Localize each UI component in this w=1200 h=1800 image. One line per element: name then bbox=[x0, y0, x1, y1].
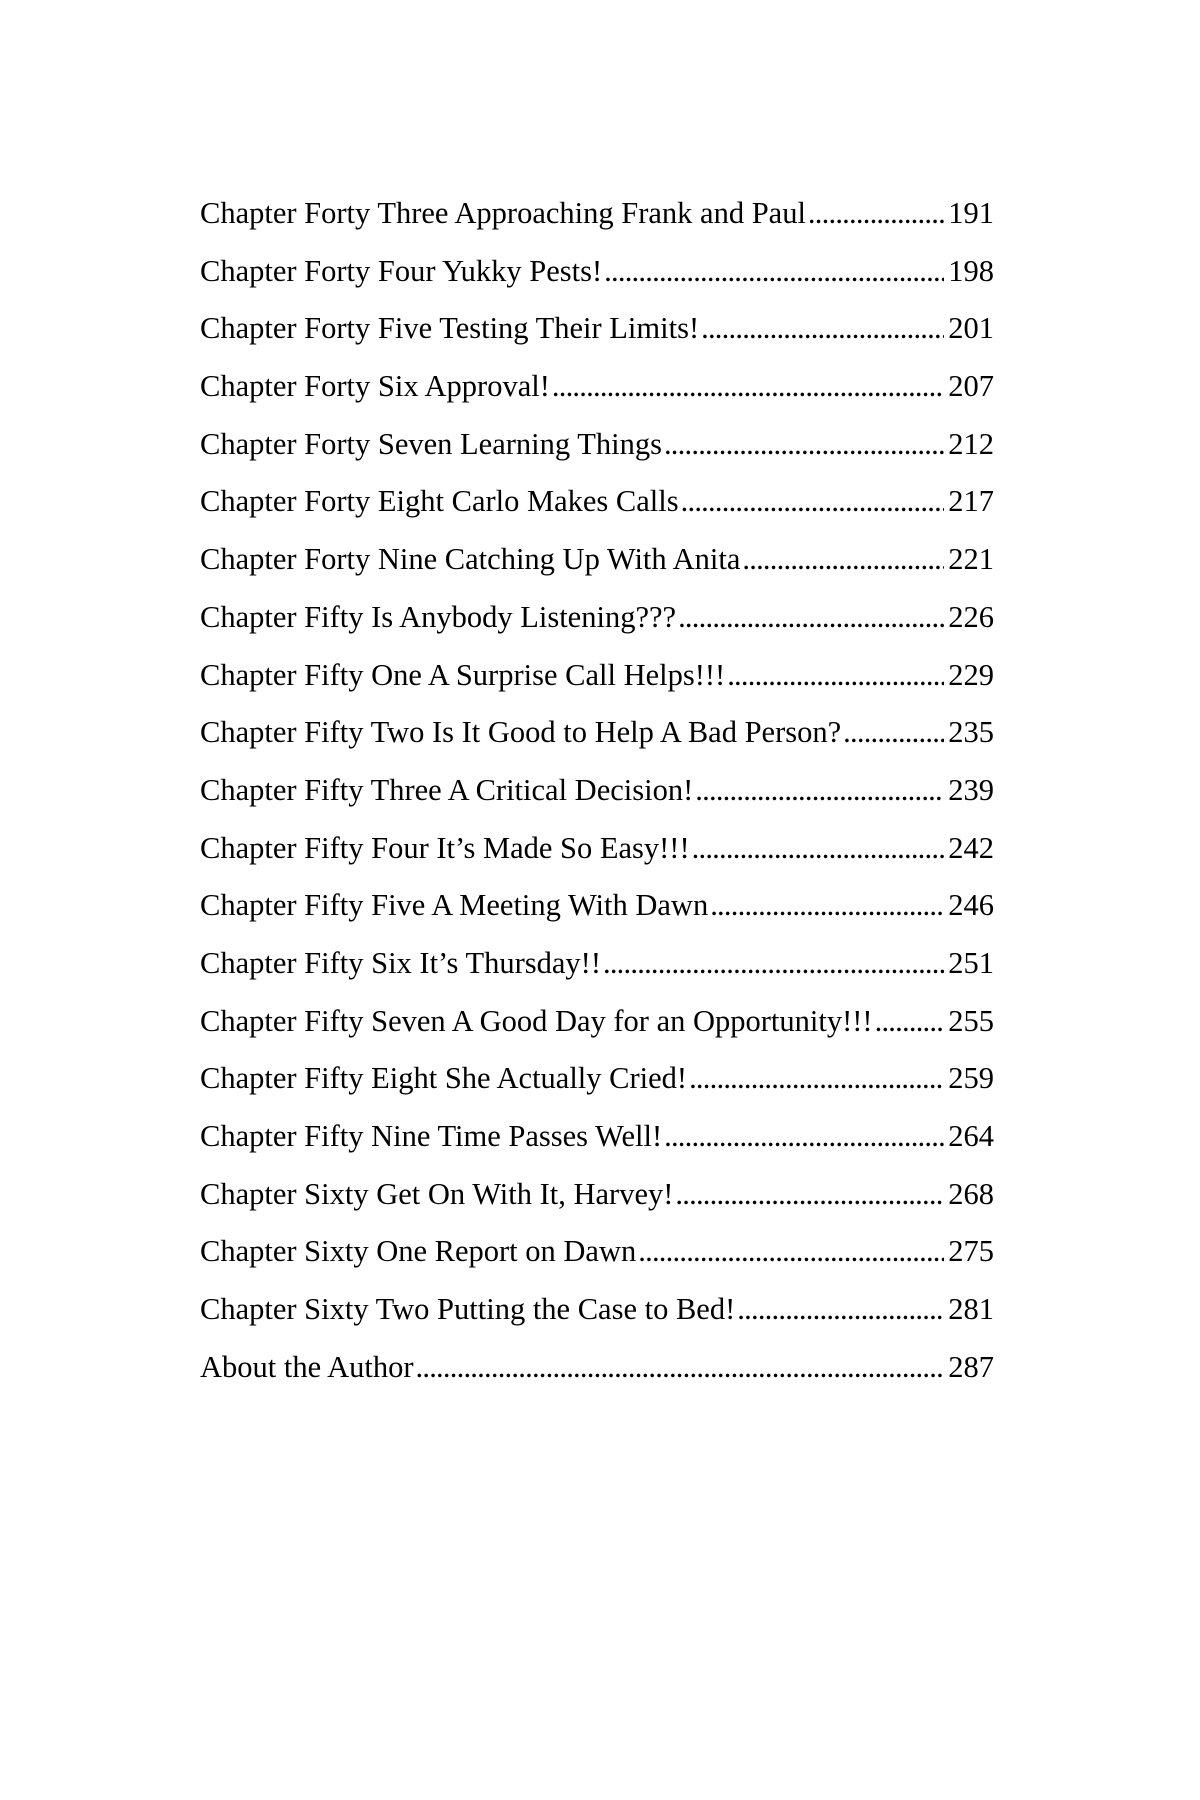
toc-entry-title: Chapter Forty Six Approval! bbox=[200, 369, 550, 404]
toc-entry-title: Chapter Fifty Seven A Good Day for an Opportunity!!! bbox=[200, 1003, 873, 1038]
toc-entry-title: Chapter Forty Eight Carlo Makes Calls bbox=[200, 484, 679, 519]
toc-entry[interactable] bbox=[200, 1177, 994, 1235]
dot-leader bbox=[675, 1177, 944, 1212]
toc-entry[interactable] bbox=[200, 773, 994, 831]
toc-entry-title: Chapter Sixty Get On With It, Harvey! bbox=[200, 1176, 674, 1211]
dot-leader bbox=[710, 888, 944, 923]
dot-leader bbox=[808, 196, 944, 231]
toc-entry-title: About the Author bbox=[200, 1349, 414, 1384]
toc-entry-page: 207 bbox=[948, 369, 994, 404]
toc-entry-title: Chapter Fifty Is Anybody Listening??? bbox=[200, 599, 677, 634]
toc-entry-page: 229 bbox=[948, 657, 994, 692]
dot-leader bbox=[664, 427, 944, 462]
dot-leader bbox=[552, 369, 944, 404]
toc-entry-title: Chapter Fifty Four It’s Made So Easy!!! bbox=[200, 830, 690, 865]
dot-leader bbox=[664, 1119, 944, 1154]
toc-entry-title: Chapter Sixty Two Putting the Case to Bed! bbox=[200, 1292, 736, 1327]
toc-entry-page: 235 bbox=[948, 715, 994, 750]
toc-entry-title: Chapter Fifty Eight She Actually Cried! bbox=[200, 1061, 688, 1096]
toc-entry[interactable] bbox=[200, 888, 994, 946]
toc-entry-title: Chapter Fifty Nine Time Passes Well! bbox=[200, 1119, 663, 1153]
toc-entry-title: Chapter Fifty Six It’s Thursday!! bbox=[200, 945, 601, 980]
toc-entry-page: 255 bbox=[948, 1003, 994, 1038]
toc-entry-title: Chapter Forty Nine Catching Up With Anita bbox=[200, 542, 741, 577]
toc-entry-page: 281 bbox=[948, 1292, 994, 1327]
toc-entry[interactable] bbox=[200, 1004, 994, 1062]
toc-entry[interactable] bbox=[200, 1119, 994, 1177]
dot-leader bbox=[875, 1004, 945, 1039]
toc-entry-page: 259 bbox=[948, 1061, 994, 1096]
toc-entry-title: Chapter Forty Seven Learning Things bbox=[200, 426, 662, 461]
toc-entry-title: Chapter Forty Three Approaching Frank and Paul bbox=[200, 196, 806, 230]
toc-entry-page: 191 bbox=[948, 196, 994, 230]
toc-entry[interactable] bbox=[200, 658, 994, 716]
dot-leader bbox=[701, 311, 944, 346]
toc-entry-page: 275 bbox=[948, 1234, 994, 1269]
toc-entry[interactable] bbox=[200, 427, 994, 485]
dot-leader bbox=[727, 658, 944, 693]
toc-entry-title: Chapter Fifty Three A Critical Decision! bbox=[200, 772, 694, 807]
toc-entry[interactable] bbox=[200, 946, 994, 1004]
toc-entry[interactable] bbox=[200, 715, 994, 773]
dot-leader bbox=[604, 254, 944, 289]
dot-leader bbox=[692, 831, 945, 866]
toc-entry[interactable] bbox=[200, 600, 994, 658]
dot-leader bbox=[737, 1292, 944, 1327]
toc-entry-page: 217 bbox=[948, 484, 994, 519]
toc-entry-page: 212 bbox=[948, 426, 994, 461]
toc-entry-page: 242 bbox=[948, 830, 994, 865]
toc-entry-page: 239 bbox=[948, 772, 994, 807]
dot-leader bbox=[742, 542, 944, 577]
toc-entry[interactable] bbox=[200, 369, 994, 427]
toc-entry-page: 201 bbox=[948, 311, 994, 346]
toc-entry-title: Chapter Forty Four Yukky Pests! bbox=[200, 253, 603, 288]
toc-entry[interactable] bbox=[200, 542, 994, 600]
toc-entry-page: 226 bbox=[948, 599, 994, 634]
toc-entry-page: 268 bbox=[948, 1176, 994, 1211]
toc-entry[interactable] bbox=[200, 484, 994, 542]
dot-leader bbox=[638, 1234, 944, 1269]
toc-entry[interactable] bbox=[200, 254, 994, 312]
toc-entry-title: Chapter Fifty Five A Meeting With Dawn bbox=[200, 888, 709, 923]
toc-entry-title: Chapter Forty Five Testing Their Limits! bbox=[200, 311, 700, 346]
toc-entry[interactable] bbox=[200, 196, 994, 254]
toc-entry-page: 198 bbox=[948, 253, 994, 288]
toc-entry-page: 251 bbox=[948, 945, 994, 980]
table-of-contents bbox=[200, 196, 994, 1407]
toc-entry[interactable] bbox=[200, 831, 994, 889]
toc-entry-page: 246 bbox=[948, 888, 994, 923]
toc-entry[interactable] bbox=[200, 1061, 994, 1119]
dot-leader bbox=[689, 1061, 944, 1096]
dot-leader bbox=[843, 715, 944, 750]
toc-entry[interactable] bbox=[200, 1234, 994, 1292]
toc-entry-title: Chapter Fifty One A Surprise Call Helps!!! bbox=[200, 657, 726, 692]
toc-entry-title: Chapter Sixty One Report on Dawn bbox=[200, 1234, 637, 1269]
toc-entry-page: 264 bbox=[948, 1119, 994, 1153]
toc-entry-title: Chapter Fifty Two Is It Good to Help A Bad Person? bbox=[200, 715, 842, 750]
dot-leader bbox=[416, 1350, 945, 1385]
dot-leader bbox=[695, 773, 944, 808]
toc-entry[interactable] bbox=[200, 311, 994, 369]
toc-entry[interactable] bbox=[200, 1292, 994, 1350]
toc-entry[interactable] bbox=[200, 1350, 994, 1408]
toc-entry-page: 287 bbox=[948, 1349, 994, 1384]
toc-entry-page: 221 bbox=[948, 542, 994, 577]
dot-leader bbox=[678, 600, 944, 635]
dot-leader bbox=[603, 946, 944, 981]
dot-leader bbox=[681, 484, 945, 519]
